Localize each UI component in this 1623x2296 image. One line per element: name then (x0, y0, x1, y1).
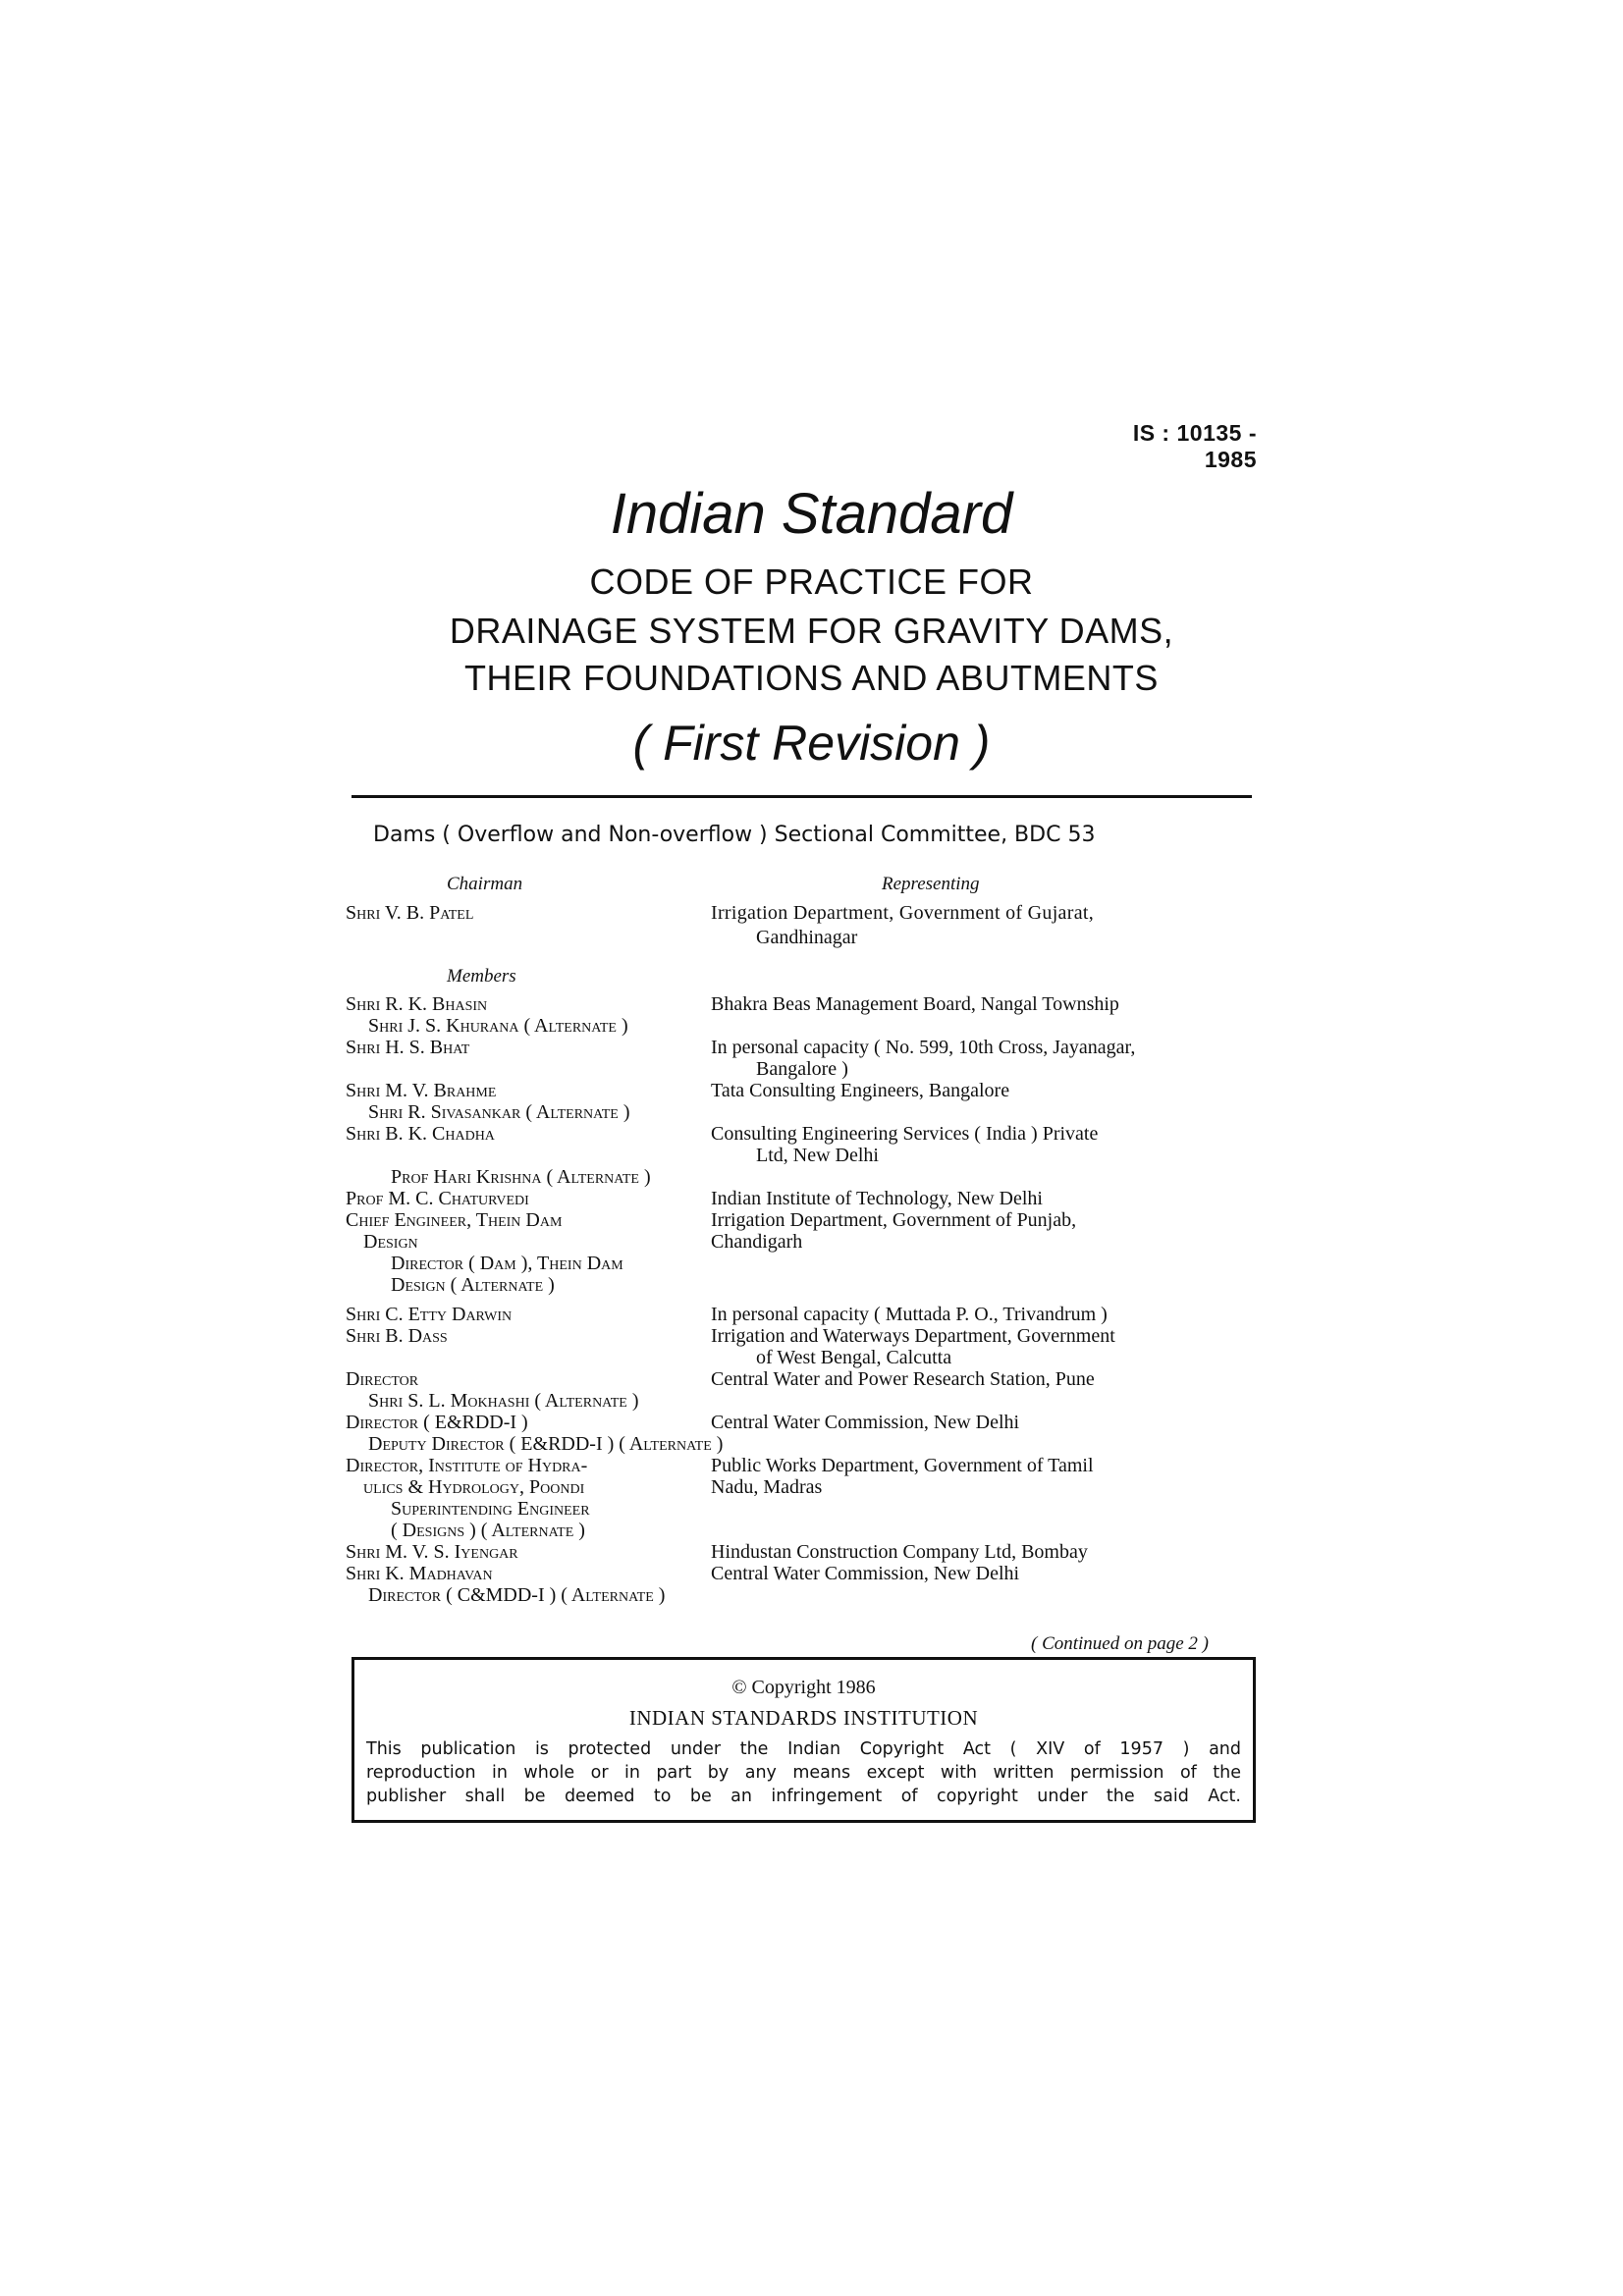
chairman-rep-cont: Gandhinagar (756, 927, 858, 948)
member-name: Design (363, 1231, 418, 1253)
member-name: Shri C. Etty Darwin (346, 1304, 513, 1325)
member-name: Shri K. Madhavan (346, 1563, 493, 1584)
member-name: Design ( Alternate ) (391, 1274, 555, 1296)
member-name: Shri B. K. Chadha (346, 1123, 495, 1145)
document-title: Indian Standard (610, 482, 1013, 546)
member-row (0, 1583, 1623, 1609)
member-representing: of West Bengal, Calcutta (756, 1347, 952, 1368)
member-row (0, 1273, 1623, 1299)
member-representing: Tata Consulting Engineers, Bangalore (711, 1080, 1010, 1101)
member-representing: Consulting Engineering Services ( India ) Private (711, 1123, 1099, 1145)
member-name: Shri M. V. S. Iyengar (346, 1541, 518, 1563)
member-name: Director, Institute of Hydra- (346, 1455, 588, 1476)
member-representing: Irrigation Department, Government of Punjab, (711, 1209, 1077, 1231)
member-name: Director ( C&MDD-I ) ( Alternate ) (368, 1584, 666, 1606)
copyright-text-1: This publication is protected under the Indian Copyright Act ( XIV of 1957 ) and (366, 1739, 1241, 1759)
copyright-notice: © Copyright 1986 (731, 1677, 876, 1698)
member-name: Prof M. C. Chaturvedi (346, 1188, 529, 1209)
copyright-text-2: reproduction in whole or in part by any means except with written permission of the (366, 1763, 1241, 1783)
member-name: ( Designs ) ( Alternate ) (391, 1520, 585, 1541)
chairman-row (0, 901, 1623, 927)
member-name: Shri R. Sivasankar ( Alternate ) (368, 1101, 630, 1123)
revision-label: ( First Revision ) (632, 716, 991, 771)
title-line-1: CODE OF PRACTICE FOR (589, 561, 1034, 602)
member-name: Chief Engineer, Thein Dam (346, 1209, 563, 1231)
member-name: Director ( E&RDD-I ) (346, 1412, 528, 1433)
copyright-text-3: publisher shall be deemed to be an infringement of copyright under the said Act. (366, 1787, 1241, 1806)
copyright-bottom-rule (352, 1820, 1256, 1823)
member-representing: Central Water Commission, New Delhi (711, 1563, 1020, 1584)
member-name: Deputy Director ( E&RDD-I ) ( Alternate ) (368, 1433, 724, 1455)
member-representing: Central Water Commission, New Delhi (711, 1412, 1020, 1433)
member-representing: Central Water and Power Research Station, Pune (711, 1368, 1095, 1390)
member-name: Shri H. S. Bhat (346, 1037, 470, 1058)
chairman-row-cont (0, 926, 1623, 951)
member-name: Director (346, 1368, 419, 1390)
title-rule (352, 795, 1252, 798)
continued-note: ( Continued on page 2 ) (1031, 1633, 1210, 1654)
member-representing: Bhakra Beas Management Board, Nangal Township (711, 993, 1119, 1015)
member-representing: Hindustan Construction Company Ltd, Bombay (711, 1541, 1088, 1563)
member-name: Shri R. K. Bhasin (346, 993, 488, 1015)
member-name: Director ( Dam ), Thein Dam (391, 1253, 623, 1274)
title-line-3: THEIR FOUNDATIONS AND ABUTMENTS (464, 658, 1159, 698)
member-representing: Indian Institute of Technology, New Delhi (711, 1188, 1043, 1209)
member-representing: Chandigarh (711, 1231, 803, 1253)
member-name: Shri S. L. Mokhashi ( Alternate ) (368, 1390, 639, 1412)
member-representing: Nadu, Madras (711, 1476, 823, 1498)
member-representing: Public Works Department, Government of Tamil (711, 1455, 1094, 1476)
member-name: Shri B. Dass (346, 1325, 448, 1347)
member-representing: Irrigation and Waterways Department, Government (711, 1325, 1115, 1347)
member-name: Shri M. V. Brahme (346, 1080, 497, 1101)
member-representing: Bangalore ) (756, 1058, 848, 1080)
member-representing: In personal capacity ( Muttada P. O., Trivandrum ) (711, 1304, 1108, 1325)
chairman-rep: Irrigation Department, Government of Gujarat, (711, 902, 1095, 924)
institution-name: INDIAN STANDARDS INSTITUTION (628, 1706, 979, 1730)
members-heading: Members (447, 966, 516, 987)
member-representing: Ltd, New Delhi (756, 1145, 879, 1166)
member-representing: In personal capacity ( No. 599, 10th Cross, Jayanagar, (711, 1037, 1136, 1058)
standard-number: IS : 10135 - 1985 (1132, 420, 1257, 472)
member-name: ulics & Hydrology, Poondi (363, 1476, 585, 1498)
member-name: Shri J. S. Khurana ( Alternate ) (368, 1015, 628, 1037)
copyright-box (352, 1657, 1256, 1820)
title-line-2: DRAINAGE SYSTEM FOR GRAVITY DAMS, (449, 611, 1174, 651)
committee-name: Dams ( Overflow and Non-overflow ) Sectional Committee, BDC 53 (373, 823, 1096, 847)
member-name: Superintending Engineer (391, 1498, 590, 1520)
representing-heading: Representing (882, 874, 980, 894)
chairman-heading: Chairman (447, 874, 523, 894)
chairman-name: Shri V. B. Patel (346, 902, 474, 924)
member-name: Prof Hari Krishna ( Alternate ) (391, 1166, 651, 1188)
